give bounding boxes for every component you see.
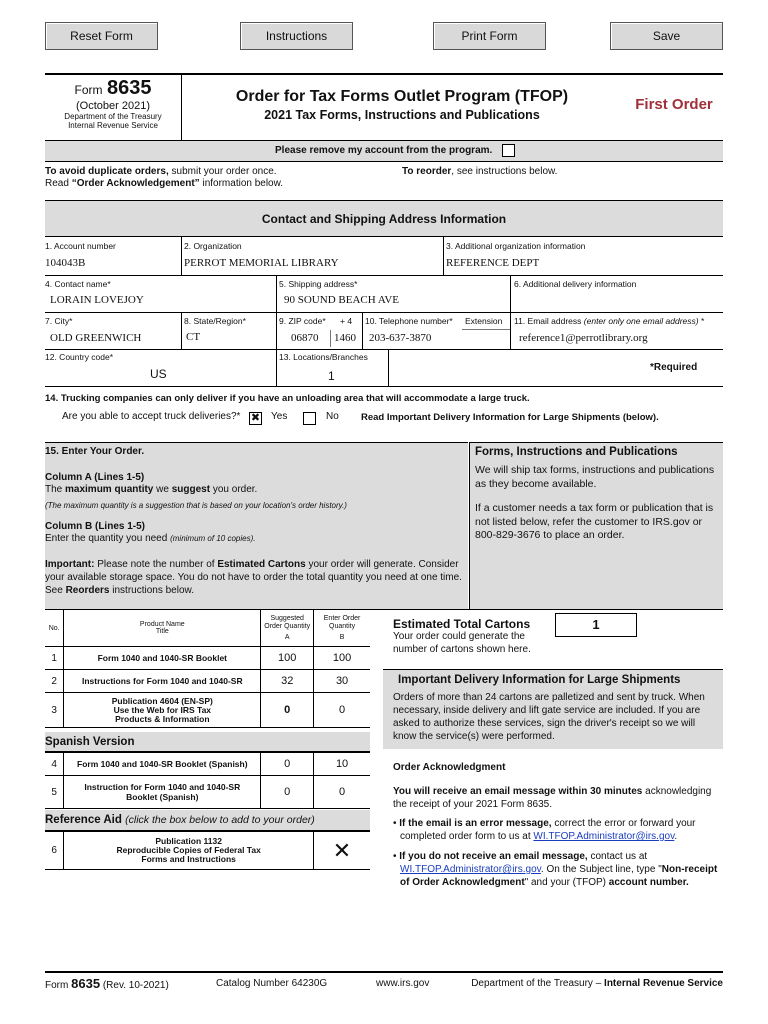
extension-label: Extension <box>465 316 503 326</box>
order-heading: 15. Enter Your Order. <box>45 446 145 457</box>
additional-org-label: 3. Additional organization information <box>446 241 586 251</box>
spanish-heading: Spanish Version <box>45 732 370 752</box>
ack-p1: You will receive an email message within 30 minutes acknowledging the receipt of your 2021 Form 8635. <box>393 786 712 810</box>
colA-note: (The maximum quantity is a suggestion that is based on your location's order history.) <box>45 501 347 510</box>
col-suggested-header: Suggested Order Quantity A <box>261 610 314 647</box>
row-rule-4 <box>45 386 723 387</box>
important-note: Important: Please note the number of Estimated Cartons your order will generate. Consider your available storage space. You do not have to order the total quantity you need at one time. See Reorders instructions below. <box>45 559 462 596</box>
col-rule <box>510 275 511 349</box>
zip-separator <box>330 330 331 347</box>
truck-yes-checkbox[interactable]: ✖ <box>250 412 261 424</box>
order-table <box>45 609 370 728</box>
zip-field[interactable]: 06870 <box>291 332 319 344</box>
remove-account-label: Please remove my account from the program. <box>275 145 493 156</box>
qty-input-3[interactable]: 0 <box>314 693 370 728</box>
country-code-label: 12. Country code* <box>45 352 114 362</box>
organization-field[interactable]: PERROT MEMORIAL LIBRARY <box>184 257 339 269</box>
organization-label: 2. Organization <box>184 241 242 251</box>
intro-reorder: To reorder, see instructions below. <box>402 166 558 177</box>
delivery-text: Orders of more than 24 cartons are palletized and sent by truck. When necessary, inside delivery and lift gate service are included. If you are asked to authorize these services, sign the driver's receipt so we will know the service(s) were performed. <box>393 692 705 742</box>
irs-name: Internal Revenue Service <box>68 121 158 130</box>
header-top-rule <box>45 73 723 75</box>
contact-name-label: 4. Contact name* <box>45 279 111 289</box>
shipping-address-label: 5. Shipping address* <box>279 279 358 289</box>
row-rule-2 <box>45 312 723 313</box>
cartons-value: 1 <box>555 613 637 637</box>
table-row: 2 Instructions for Form 1040 and 1040-SR 32 30 <box>45 670 370 693</box>
truck-read-note: Read Important Delivery Information for Large Shipments (below). <box>361 412 659 423</box>
reference-aid-checkbox[interactable]: ✕ <box>313 832 370 870</box>
cartons-desc: Your order could generate the number of cartons shown here. <box>393 631 531 655</box>
table-row: 1 Form 1040 and 1040-SR Booklet 100 100 <box>45 647 370 670</box>
locations-field[interactable]: 1 <box>328 369 335 383</box>
order-instructions-panel <box>45 442 468 609</box>
colA-heading: Column A (Lines 1-5) <box>45 472 145 483</box>
form-word: Form <box>74 83 103 97</box>
forms-panel-p2: If a customer needs a tax form or publication that is not listed below, refer the customer to IRS.gov or 800-829-3676 to place an order. <box>475 502 714 541</box>
colA-text: The maximum quantity we suggest you order. <box>45 484 258 495</box>
remove-account-bar <box>45 140 723 162</box>
ack-bullet-2: • If you do not receive an email message, contact us at WI.TFOP.Administrator@irs.gov. On the Subject line, type "Non-receipt of Order Acknowledgment" and your (TFOP) account number. <box>393 851 718 888</box>
truck-yes-label: Yes <box>271 411 288 422</box>
form-id-block <box>45 77 181 130</box>
contact-name-field[interactable]: LORAIN LOVEJOY <box>50 294 144 306</box>
ack-bullet-1: • If the email is an error message, correct the error or forward your completed order form to us at WI.TFOP.Administrator@irs.gov. <box>393 818 696 842</box>
spanish-table <box>45 752 370 809</box>
truck-heading: 14. Trucking companies can only deliver if you have an unloading area that will accommodate a large truck. <box>45 393 530 404</box>
row-rule-3 <box>45 349 723 350</box>
qty-input-2[interactable]: 30 <box>314 670 370 693</box>
ack-heading: Order Acknowledgment <box>393 762 506 773</box>
form-number: 8635 <box>106 77 152 99</box>
intro-read: Read “Order Acknowledgement” information below. <box>45 178 284 189</box>
form-subtitle: 2021 Tax Forms, Instructions and Publications <box>264 108 540 122</box>
account-number-label: 1. Account number <box>45 241 116 251</box>
col-product-header: Product Name Title <box>64 610 261 647</box>
truck-question: Are you able to accept truck deliveries?* <box>62 411 241 422</box>
telephone-label: 10. Telephone number* <box>365 316 453 326</box>
locations-label: 13. Locations/Branches <box>279 352 368 362</box>
required-note: *Required <box>650 362 698 373</box>
delivery-panel <box>383 669 723 749</box>
additional-org-field[interactable]: REFERENCE DEPT <box>446 257 540 269</box>
zip-plus4-field[interactable]: 1460 <box>334 332 356 344</box>
footer-catalog: Catalog Number 64230G <box>216 978 328 989</box>
telephone-field[interactable]: 203-637-3870 <box>369 332 432 344</box>
form-title: Order for Tax Forms Outlet Program (TFOP) <box>235 88 569 105</box>
account-number-field[interactable]: 104043B <box>45 257 86 269</box>
table-row: 6 Publication 1132 Reproducible Copies of Federal Tax Forms and Instructions ✕ <box>45 832 370 870</box>
forms-panel-p1: We will ship tax forms, instructions and publications as they become available. <box>475 464 715 490</box>
admin-email-link[interactable]: WI.TFOP.Administrator@irs.gov <box>400 864 541 875</box>
delivery-info-label: 6. Additional delivery information <box>514 279 637 289</box>
table-row: 3 Publication 4604 (EN-SP) Use the Web for IRS Tax Products & Information 0 0 <box>45 693 370 728</box>
table-row: 5 Instruction for Form 1040 and 1040-SR Booklet (Spanish) 0 0 <box>45 776 370 809</box>
qty-input-5[interactable]: 0 <box>314 776 370 809</box>
footer-site: www.irs.gov <box>376 978 430 989</box>
email-field[interactable]: reference1@perrotlibrary.org <box>519 332 648 344</box>
delivery-heading: Important Delivery Information for Large Shipments <box>398 674 681 686</box>
truck-no-checkbox[interactable] <box>303 412 316 425</box>
save-button[interactable]: Save <box>610 22 723 50</box>
col-rule <box>362 312 363 349</box>
cartons-heading: Estimated Total Cartons <box>393 617 531 631</box>
truck-no-label: No <box>326 411 339 422</box>
zip-plus4-label: + 4 <box>340 316 353 326</box>
state-label: 8. State/Region* <box>184 316 246 326</box>
col-rule <box>443 237 444 275</box>
qty-input-4[interactable]: 10 <box>314 753 370 776</box>
col-rule <box>181 237 182 275</box>
email-label: 11. Email address (enter only one email address) * <box>514 316 705 326</box>
country-code-field[interactable]: US <box>150 367 167 381</box>
row-rule-1 <box>45 275 723 276</box>
col-rule <box>388 349 389 386</box>
table-row: 4 Form 1040 and 1040-SR Booklet (Spanish) 0 10 <box>45 753 370 776</box>
reference-table <box>45 831 370 870</box>
shipping-address-field[interactable]: 90 SOUND BEACH AVE <box>284 294 400 306</box>
col-rule <box>181 312 182 349</box>
colB-heading: Column B (Lines 1-5) <box>45 521 146 532</box>
dept-treasury: Department of the Treasury <box>64 112 162 121</box>
footer-form-id: Form 8635 (Rev. 10-2021) <box>45 976 169 991</box>
footer-rule <box>45 971 723 973</box>
instructions-button[interactable]: Instructions <box>240 22 353 50</box>
first-order-label: First Order <box>635 96 713 113</box>
zip-label: 9. ZIP code* <box>279 316 326 326</box>
forms-panel-heading: Forms, Instructions and Publications <box>475 446 678 458</box>
col-no-header: No. <box>45 610 64 647</box>
col-rule <box>276 275 277 386</box>
header-divider <box>181 74 182 140</box>
col-enter-header: Enter Order Quantity B <box>314 610 370 647</box>
colB-text: Enter the quantity you need (minimum of 10 copies). <box>45 533 256 544</box>
print-form-button[interactable]: Print Form <box>433 22 546 50</box>
contact-heading-bar <box>45 200 723 237</box>
reference-aid-heading: Reference Aid (click the box below to add to your order) <box>45 810 370 831</box>
city-field[interactable]: OLD GREENWICH <box>50 332 142 344</box>
reset-form-button[interactable]: Reset Form <box>45 22 158 50</box>
state-field[interactable]: CT <box>186 331 201 343</box>
contact-heading: Contact and Shipping Address Information <box>261 212 507 226</box>
footer-dept: Department of the Treasury – Internal Revenue Service <box>471 978 723 989</box>
form-date: (October 2021) <box>76 100 150 112</box>
extension-field[interactable] <box>462 329 510 349</box>
qty-input-1[interactable]: 100 <box>314 647 370 670</box>
intro-duplicate: To avoid duplicate orders, submit your order once. <box>45 166 277 177</box>
city-label: 7. City* <box>45 316 73 326</box>
forms-panel <box>469 442 723 609</box>
remove-account-checkbox[interactable] <box>502 144 515 157</box>
admin-email-link[interactable]: WI.TFOP.Administrator@irs.gov <box>533 831 675 842</box>
